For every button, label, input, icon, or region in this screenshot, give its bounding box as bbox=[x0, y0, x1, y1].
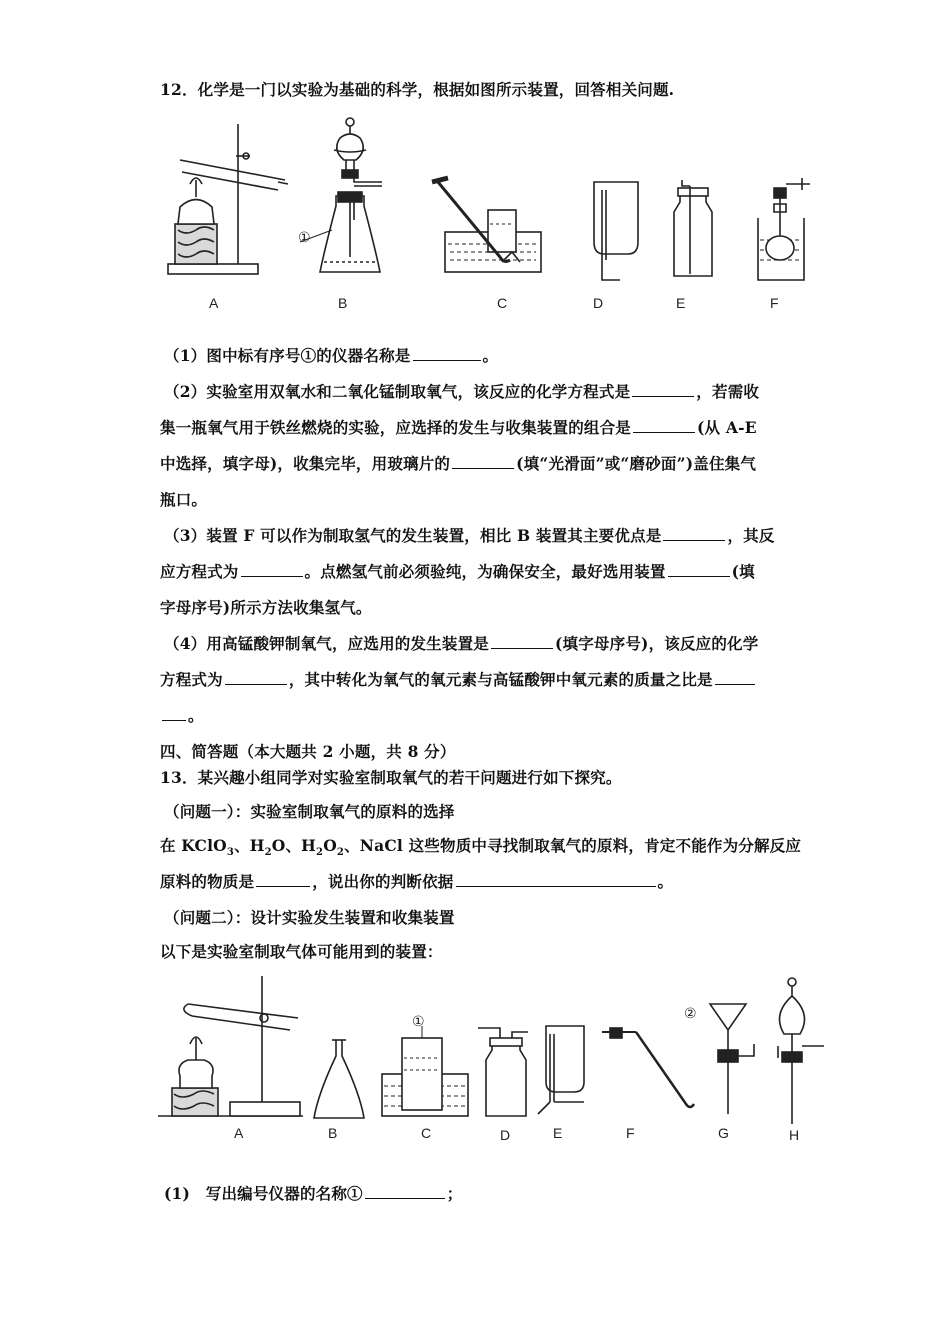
apparatus-d-icon bbox=[594, 182, 638, 280]
apparatus-e-icon bbox=[538, 1026, 584, 1114]
answer-blank[interactable] bbox=[225, 670, 287, 685]
q12-figure-labels bbox=[209, 295, 779, 311]
q12-title: 12．化学是一门以实验为基础的科学，根据如图所示装置，回答相关问题. bbox=[160, 80, 675, 99]
apparatus-c-icon bbox=[382, 1026, 468, 1116]
apparatus-f-icon bbox=[758, 178, 810, 280]
q12-part3-line1: （3）装置 F 可以作为制取氢气的发生装置，相比 B 装置其主要优点是 ，其反 bbox=[164, 526, 775, 545]
apparatus-b-icon bbox=[314, 1040, 364, 1118]
q12-part2-line1: （2）实验室用双氧水和二氧化锰制取氧气，该反应的化学方程式是 ，若需收 bbox=[164, 382, 760, 401]
answer-blank[interactable] bbox=[413, 346, 481, 361]
q13-intro: 以下是实验室制取气体可能用到的装置： bbox=[160, 942, 443, 961]
q12-label-a: A bbox=[209, 295, 219, 311]
q12-part2-line2: 集一瓶氧气用于铁丝燃烧的实验，应选择的发生与收集装置的组合是 (从 A-E bbox=[160, 418, 757, 437]
answer-blank[interactable] bbox=[256, 872, 310, 887]
q13-label-h: H bbox=[789, 1127, 800, 1143]
q13-issue2: （问题二）：设计实验发生装置和收集装置 bbox=[164, 908, 455, 927]
apparatus-e-icon bbox=[674, 180, 712, 276]
q12-part1: （1）图中标有序号①的仪器名称是 。 bbox=[164, 346, 499, 365]
q12-label-c: C bbox=[497, 295, 508, 311]
q12-part4-line3: 。 bbox=[160, 704, 204, 726]
q12-part3-line3: 字母序号)所示方法收集氢气。 bbox=[160, 598, 372, 617]
q13-label-b: B bbox=[328, 1125, 338, 1141]
apparatus-a-icon bbox=[168, 124, 288, 274]
answer-blank[interactable] bbox=[633, 418, 695, 433]
q13-label-e: E bbox=[553, 1125, 563, 1141]
q12-label-b: B bbox=[338, 295, 348, 311]
q13-label-g: G bbox=[718, 1125, 729, 1141]
q12-part3-line2: 应方程式为 。点燃氢气前必须验纯，为确保安全，最好选用装置 (填 bbox=[160, 562, 755, 581]
q13-marker-2: ② bbox=[684, 1005, 697, 1021]
q13-issue1: （问题一）：实验室制取氧气的原料的选择 bbox=[164, 802, 455, 821]
q12-apparatus-figure bbox=[160, 112, 830, 317]
answer-blank[interactable] bbox=[241, 562, 303, 577]
q12-label-f: F bbox=[770, 295, 779, 311]
q12-part2-line4: 瓶口。 bbox=[160, 490, 208, 509]
q12-part4-line2: 方程式为 ，其中转化为氧气的氧元素与高锰酸钾中氧元素的质量之比是 bbox=[160, 668, 757, 690]
answer-blank[interactable] bbox=[491, 634, 553, 649]
apparatus-d-icon bbox=[478, 1028, 528, 1116]
q13-label-f: F bbox=[626, 1125, 635, 1141]
answer-blank[interactable] bbox=[668, 562, 730, 577]
q13-sub1: (1) 写出编号仪器的名称① ； bbox=[164, 1184, 463, 1203]
answer-blank[interactable] bbox=[365, 1184, 445, 1199]
q13-line2: 原料的物质是 ，说出你的判断依据 。 bbox=[160, 872, 674, 891]
answer-blank[interactable] bbox=[715, 670, 755, 685]
q12-part4-line1: （4）用高锰酸钾制氧气，应选用的发生装置是 (填字母序号)，该反应的化学 bbox=[164, 634, 759, 653]
q13-label-a: A bbox=[234, 1125, 244, 1141]
section-heading: 四、简答题（本大题共 2 小题，共 8 分） bbox=[160, 742, 456, 761]
q12-label-e: E bbox=[676, 295, 686, 311]
apparatus-h-icon bbox=[778, 978, 824, 1124]
q13-marker-1: ① bbox=[412, 1013, 425, 1029]
apparatus-g-icon bbox=[710, 1004, 754, 1114]
answer-blank[interactable] bbox=[456, 872, 656, 887]
apparatus-f-icon bbox=[602, 1028, 694, 1107]
q13-line1: 在 KClO$_3$、$H_2O$、$H_2O_2$、NaCl 这些物质中寻找制取氧气的原料，肯定不能作为分解反应 bbox=[160, 836, 802, 859]
apparatus-c-icon bbox=[432, 178, 541, 272]
answer-blank[interactable] bbox=[452, 454, 514, 469]
answer-blank[interactable] bbox=[663, 526, 725, 541]
q13-title: 13．某兴趣小组同学对实验室制取氧气的若干问题进行如下探究。 bbox=[160, 768, 622, 787]
q12-marker: ① bbox=[298, 229, 311, 245]
apparatus-a-icon bbox=[158, 976, 303, 1116]
q13-label-d: D bbox=[500, 1127, 511, 1143]
q13-label-c: C bbox=[421, 1125, 432, 1141]
q13-figure-labels bbox=[234, 1125, 799, 1143]
q12-part2-line3: 中选择，填字母)，收集完毕，用玻璃片的 (填“光滑面”或“磨砂面”)盖住集气 bbox=[160, 454, 757, 473]
q12-label-d: D bbox=[593, 295, 604, 311]
answer-blank[interactable] bbox=[632, 382, 694, 397]
q13-apparatus-figure bbox=[158, 974, 828, 1149]
apparatus-b-icon bbox=[300, 118, 382, 272]
answer-blank[interactable] bbox=[162, 706, 186, 721]
